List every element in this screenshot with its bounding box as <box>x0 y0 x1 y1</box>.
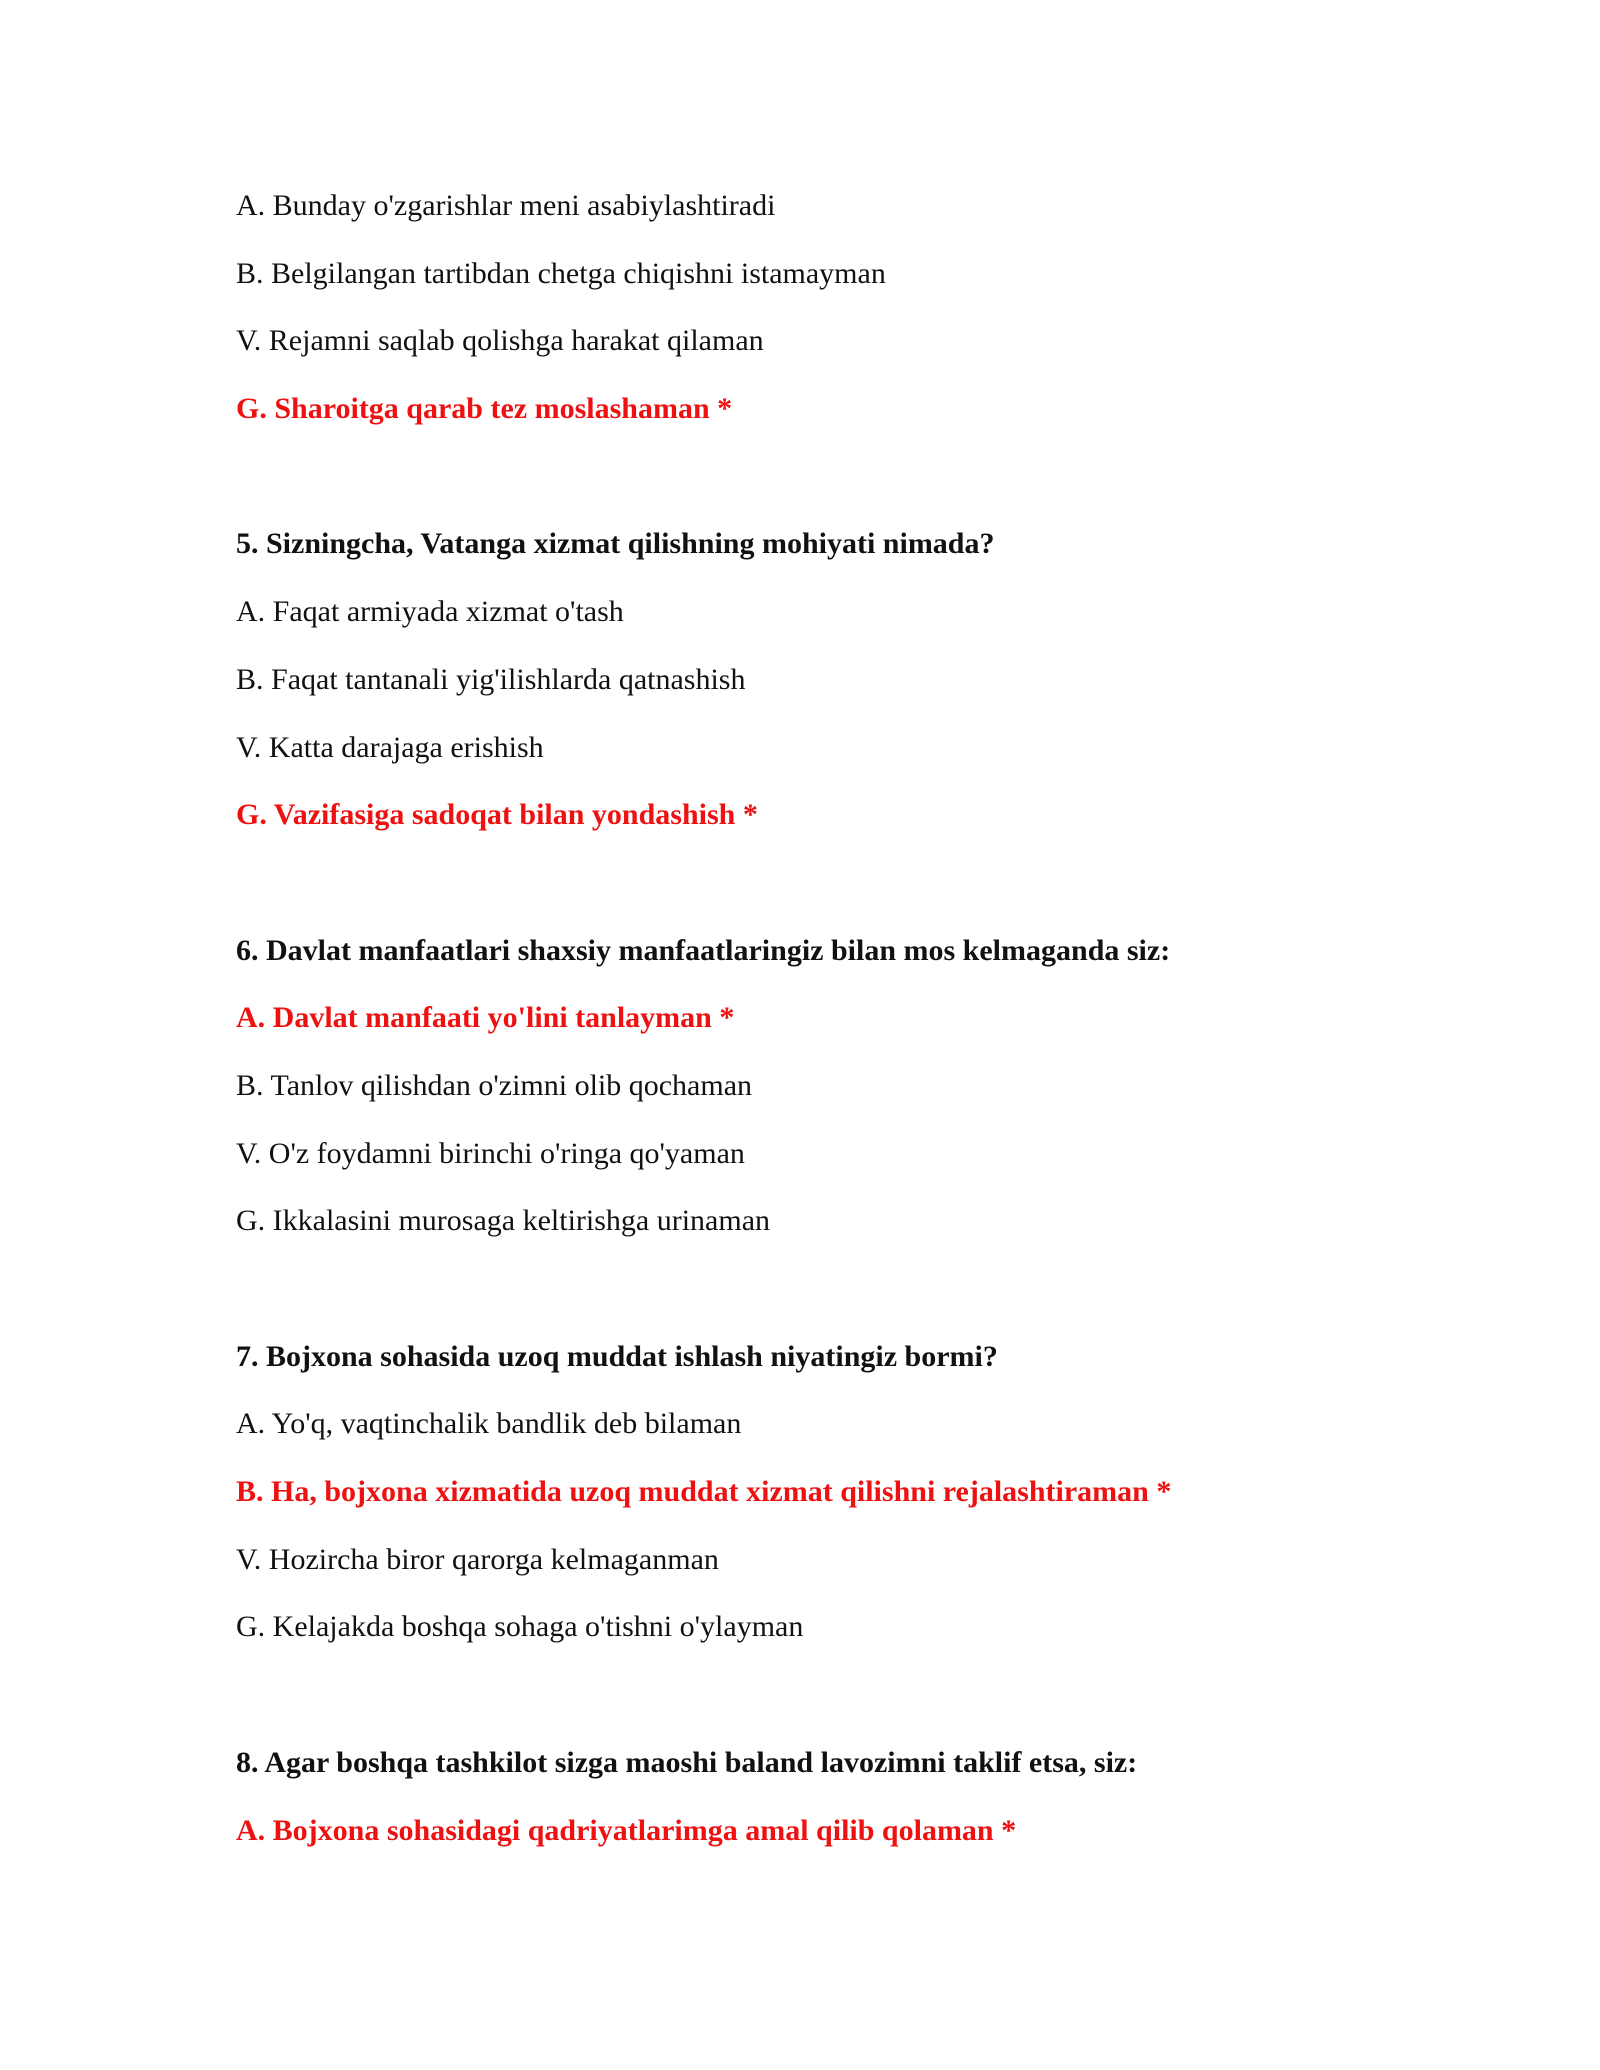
correct-answer-option: B. Ha, bojxona xizmatida uzoq muddat xizmat qilishni rejalashtiraman * <box>236 1475 1172 1509</box>
block-spacer <box>236 1269 1436 1337</box>
answer-option: A. Yo'q, vaqtinchalik bandlik deb bilaman <box>236 1407 742 1441</box>
answer-option: V. Katta darajaga erishish <box>236 730 544 764</box>
answer-option: A. Faqat armiyada xizmat o'tash <box>236 595 624 629</box>
answer-option: G. Kelajakda boshqa sohaga o'tishni o'ylayman <box>236 1610 804 1644</box>
question-title: 6. Davlat manfaatlari shaxsiy manfaatlaringiz bilan mos kelmaganda siz: <box>236 933 1171 967</box>
answer-option: B. Tanlov qilishdan o'zimni olib qochaman <box>236 1068 753 1102</box>
answer-option: V. Hozircha biror qarorga kelmaganman <box>236 1542 719 1576</box>
question-title: 7. Bojxona sohasida uzoq muddat ishlash niyatingiz bormi? <box>236 1339 998 1373</box>
answer-option: B. Faqat tantanali yig'ilishlarda qatnashish <box>236 662 746 696</box>
answer-option: V. Rejamni saqlab qolishga harakat qilaman <box>236 324 764 358</box>
answer-option: B. Belgilangan tartibdan chetga chiqishni istamayman <box>236 256 886 290</box>
answer-option: V. O'z foydamni birinchi o'ringa qo'yaman <box>236 1136 745 1170</box>
block-spacer <box>236 1675 1436 1743</box>
correct-answer-option: G. Sharoitga qarab tez moslashaman * <box>236 392 733 426</box>
correct-answer-option: A. Davlat manfaati yo'lini tanlayman * <box>236 1001 735 1035</box>
correct-answer-option: A. Bojxona sohasidagi qadriyatlarimga amal qilib qolaman * <box>236 1813 1017 1847</box>
block-spacer <box>236 457 1436 525</box>
quiz-content <box>236 186 1436 1878</box>
answer-option: G. Ikkalasini murosaga keltirishga urinaman <box>236 1204 771 1238</box>
block-spacer <box>236 863 1436 931</box>
correct-answer-option: G. Vazifasiga sadoqat bilan yondashish * <box>236 798 758 832</box>
question-title: 5. Sizningcha, Vatanga xizmat qilishning mohiyati nimada? <box>236 527 995 561</box>
question-title: 8. Agar boshqa tashkilot sizga maoshi baland lavozimni taklif etsa, siz: <box>236 1745 1138 1779</box>
answer-option: A. Bunday o'zgarishlar meni asabiylashtiradi <box>236 189 776 222</box>
